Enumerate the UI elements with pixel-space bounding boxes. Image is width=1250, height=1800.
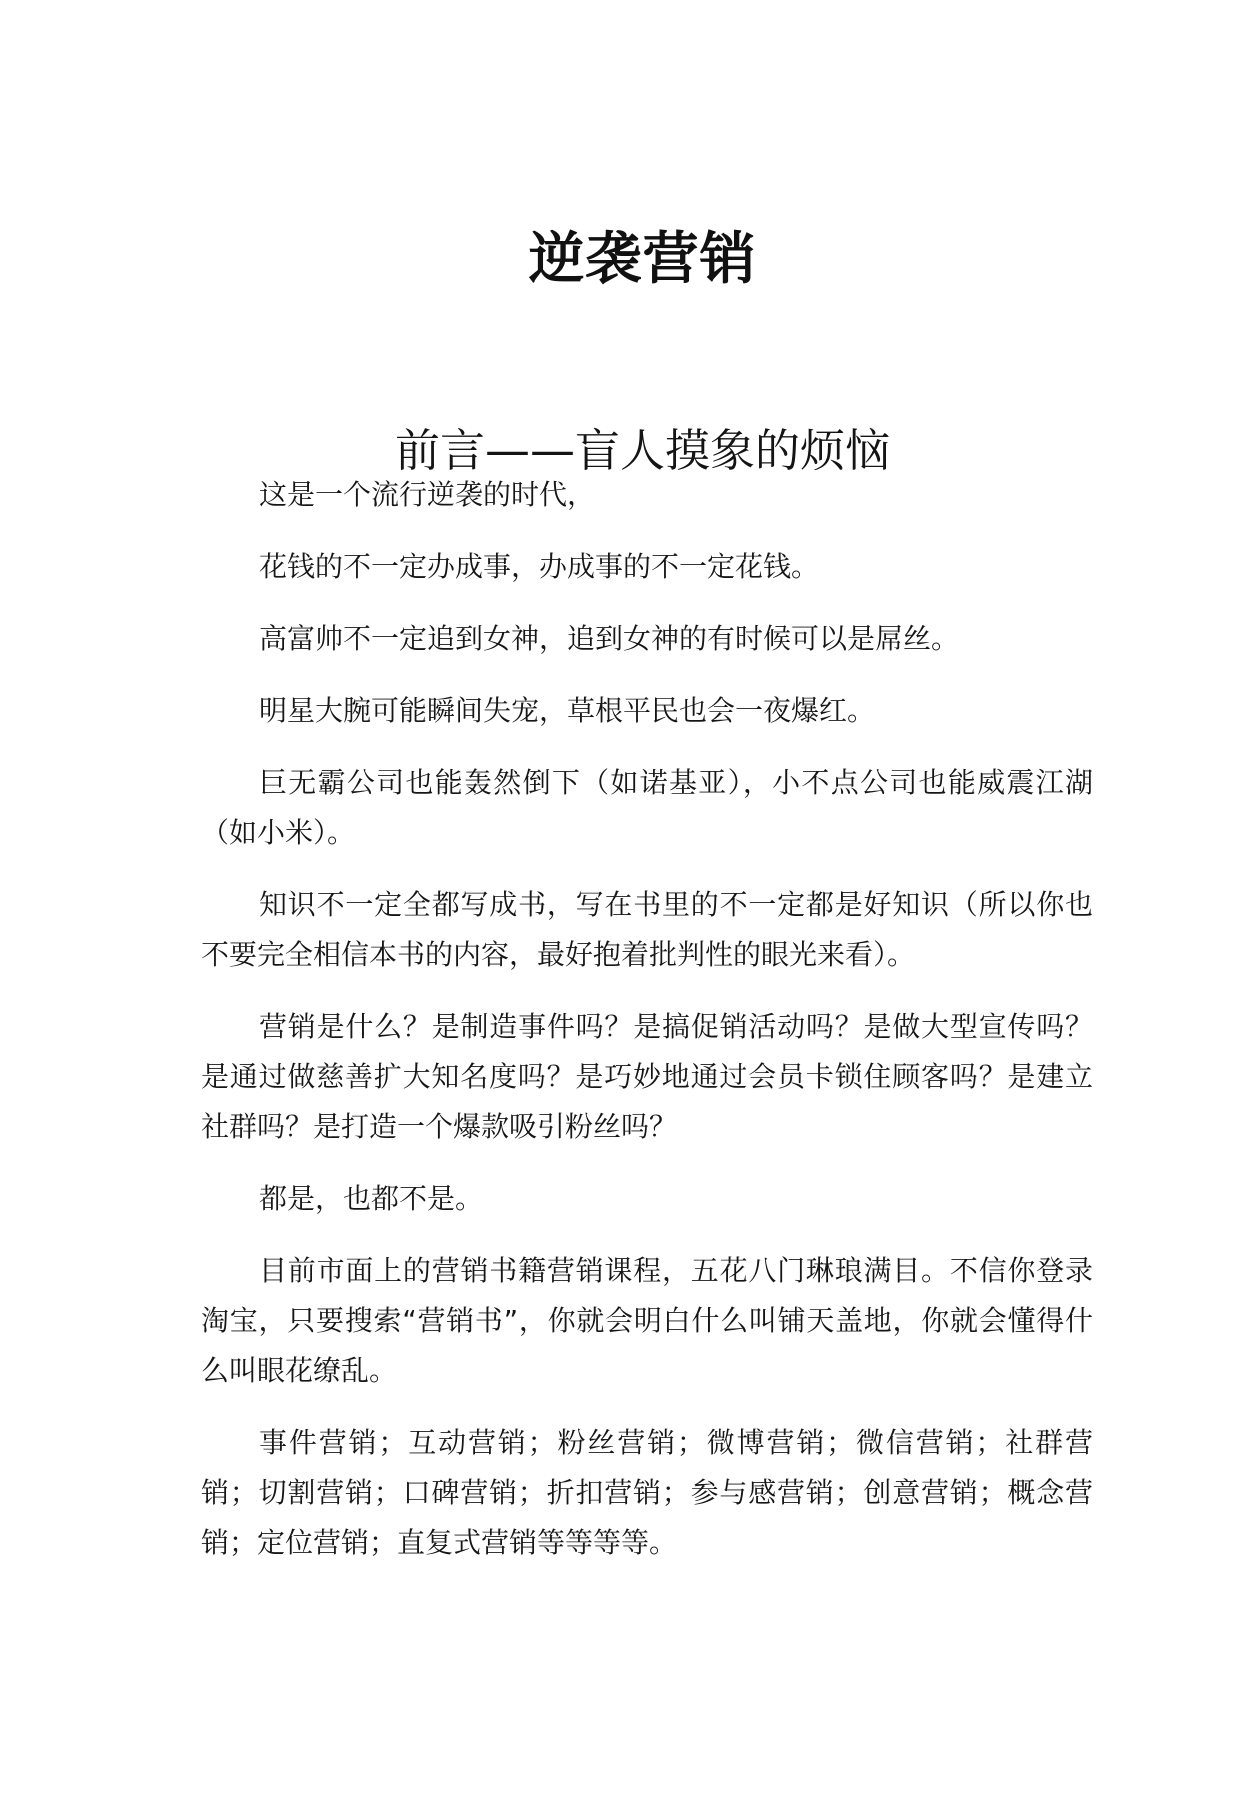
paragraph: 巨无霸公司也能轰然倒下（如诺基亚），小不点公司也能威震江湖（如小米）。 xyxy=(201,766,1093,849)
paragraph: 目前市面上的营销书籍营销课程，五花八门琳琅满目。不信你登录淘宝，只要搜索“营销书”，你就会明白什么叫铺天盖地，你就会懂得什么叫眼花缭乱。 xyxy=(201,1254,1093,1387)
book-title: 逆袭营销 xyxy=(528,226,757,292)
paragraph: 明星大腕可能瞬间失宠，草根平民也会一夜爆红。 xyxy=(259,694,876,727)
paragraph: 都是，也都不是。 xyxy=(259,1182,484,1215)
body-text xyxy=(201,470,1093,1590)
paragraph: 知识不一定全都写成书，写在书里的不一定都是好知识（所以你也不要完全相信本书的内容，最好抱着批判性的眼光来看）。 xyxy=(201,888,1093,971)
paragraph: 高富帅不一定追到女神，追到女神的有时候可以是屌丝。 xyxy=(259,622,960,655)
paragraph: 这是一个流行逆袭的时代， xyxy=(259,478,596,511)
chapter-title: 前言——盲人摸象的烦恼 xyxy=(394,424,890,478)
paragraph: 花钱的不一定办成事，办成事的不一定花钱。 xyxy=(259,550,820,583)
paragraph: 营销是什么？是制造事件吗？是搞促销活动吗？是做大型宣传吗？是通过做慈善扩大知名度吗？是巧妙地通过会员卡锁住顾客吗？是建立社群吗？是打造一个爆款吸引粉丝吗？ xyxy=(201,1010,1093,1143)
paragraph: 事件营销；互动营销；粉丝营销；微博营销；微信营销；社群营销；切割营销；口碑营销；折扣营销；参与感营销；创意营销；概念营销；定位营销；直复式营销等等等等。 xyxy=(201,1426,1093,1559)
